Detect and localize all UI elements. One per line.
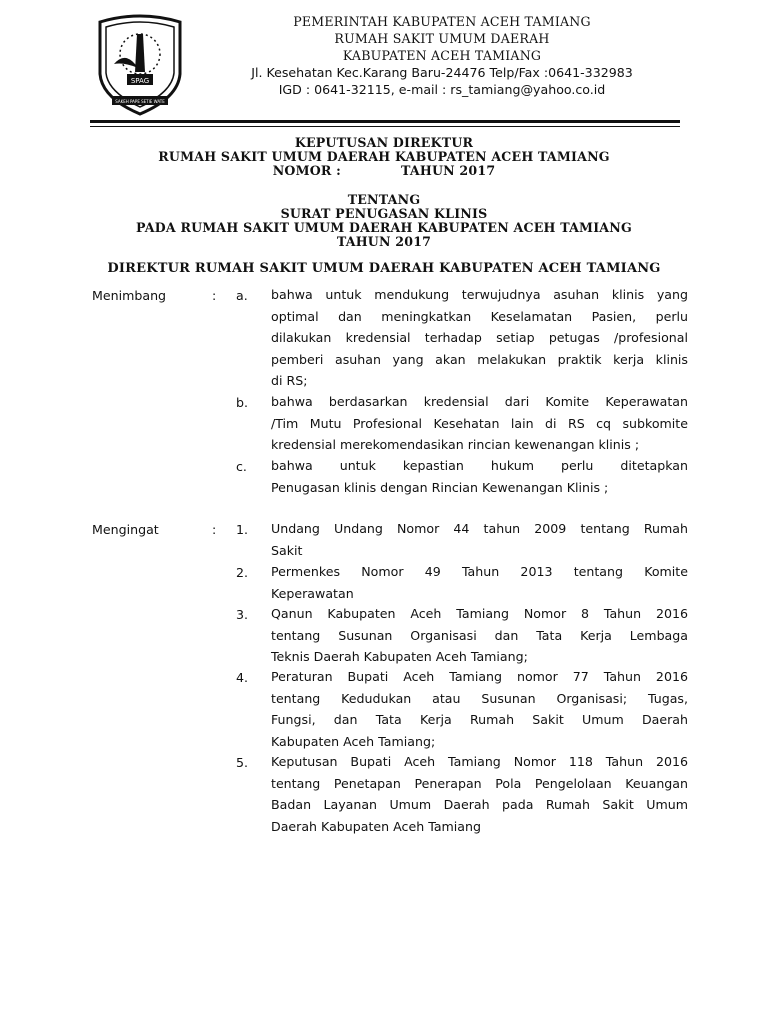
letterhead-contact: IGD : 0641-32115, e-mail : rs_tamiang@yahoo.co.id [278, 82, 606, 97]
list-item-line: tentang Susunan Organisasi dan Tata Kerja Lembaga [271, 627, 688, 643]
mengingat-colon: : [212, 522, 217, 537]
list-item-line: Sakit [271, 542, 303, 558]
mengingat-marker-4: 4. [236, 670, 249, 685]
mengingat-marker-2: 2. [236, 565, 249, 580]
menimbang-item-a [271, 284, 688, 392]
letterhead-divider [90, 120, 680, 123]
menimbang-marker-a: a. [236, 288, 248, 303]
mengingat-item-1 [271, 518, 688, 561]
mengingat-item-3 [271, 603, 688, 668]
letterhead-regency: KABUPATEN ACEH TAMIANG [342, 48, 542, 63]
list-item-line: Keperawatan [271, 585, 354, 601]
list-item-line: bahwa berdasarkan kredensial dari Komite Keperawatan [271, 394, 688, 409]
list-item-line: optimal dan meningkatkan Keselamatan Pasien, perlu [271, 308, 688, 324]
menimbang-colon: : [212, 288, 217, 303]
regency-crest-logo [94, 12, 186, 116]
list-item-line: Fungsi, dan Tata Kerja Rumah Sakit Umum Daerah [271, 712, 688, 727]
list-item-line: Daerah Kabupaten Aceh Tamiang [271, 818, 481, 834]
list-item-line: Undang Undang Nomor 44 tahun 2009 tentang Rumah [271, 521, 688, 536]
crest-wing-icon [114, 58, 138, 68]
list-item-line: di RS; [271, 373, 308, 388]
list-item-line: pemberi asuhan yang akan melakukan praktik kerja klinis [271, 351, 688, 367]
decree-number-line [90, 163, 678, 178]
menimbang-item-b [271, 391, 688, 456]
mengingat-item-2 [271, 561, 688, 604]
decree-number-label: NOMOR : [272, 163, 341, 178]
list-item-line: Keputusan Bupati Aceh Tamiang Nomor 118 Tahun 2016 [271, 754, 688, 769]
menimbang-label: Menimbang [92, 288, 167, 303]
list-item-line: Kabupaten Aceh Tamiang; [271, 733, 436, 749]
decree-issuer: DIREKTUR RUMAH SAKIT UMUM DAERAH KABUPATEN ACEH TAMIANG [107, 261, 661, 276]
mengingat-label: Mengingat [92, 522, 159, 537]
list-item-line: Penugasan klinis dengan Rincian Kewenangan Klinis ; [271, 479, 609, 495]
mengingat-marker-1: 1. [236, 522, 249, 537]
menimbang-marker-b: b. [236, 395, 248, 410]
list-item-line: Qanun Kabupaten Aceh Tamiang Nomor 8 Tahun 2016 [271, 606, 688, 621]
list-item-line: kredensial merekomendasikan rincian kewenangan klinis ; [271, 437, 640, 452]
decree-institution: RUMAH SAKIT UMUM DAERAH KABUPATEN ACEH TAMIANG [158, 149, 610, 164]
list-item-line: dilakukan kredensial terhadap setiap petugas /profesional [271, 330, 688, 345]
letterhead-government: PEMERINTAH KABUPATEN ACEH TAMIANG [293, 14, 591, 29]
menimbang-item-c [271, 455, 688, 498]
list-item-line: tentang Penetapan Penerapan Pola Pengelolaan Keuangan [271, 775, 688, 791]
mengingat-item-4 [271, 666, 688, 752]
list-item-line: /Tim Mutu Profesional Kesehatan lain di RS cq subkomite [271, 415, 688, 431]
decree-title: KEPUTUSAN DIREKTUR [294, 135, 474, 150]
decree-about-label: TENTANG [347, 192, 421, 207]
letterhead-divider-thin [90, 126, 680, 127]
list-item-line: Peraturan Bupati Aceh Tamiang nomor 77 Tahun 2016 [271, 669, 688, 684]
mengingat-item-5 [271, 751, 688, 837]
list-item-line: bahwa untuk kepastian hukum perlu ditetapkan [271, 458, 688, 473]
list-item-line: tentang Kedudukan atau Susunan Organisasi; Tugas, [271, 690, 688, 706]
decree-subject-3: TAHUN 2017 [336, 234, 432, 249]
mengingat-marker-3: 3. [236, 607, 249, 622]
menimbang-marker-c: c. [236, 459, 247, 474]
list-item-line: Badan Layanan Umum Daerah pada Rumah Sakit Umum [271, 797, 688, 812]
decree-subject-2: PADA RUMAH SAKIT UMUM DAERAH KABUPATEN ACEH TAMIANG [136, 220, 632, 235]
mengingat-marker-5: 5. [236, 755, 249, 770]
decree-subject-1: SURAT PENUGASAN KLINIS [280, 206, 488, 221]
list-item-line: Teknis Daerah Kabupaten Aceh Tamiang; [271, 649, 528, 664]
letterhead-hospital: RUMAH SAKIT UMUM DAERAH [334, 31, 550, 46]
decree-year: TAHUN 2017 [401, 163, 496, 178]
crest-label: SPAG [130, 77, 150, 85]
list-item-line: bahwa untuk mendukung terwujudnya asuhan klinis yang [271, 287, 688, 302]
crest-motto: SAKEH PAPE SETIE WATE [115, 99, 165, 104]
list-item-line: Permenkes Nomor 49 Tahun 2013 tentang Komite [271, 564, 688, 579]
letterhead-address: Jl. Kesehatan Kec.Karang Baru-24476 Telp/Fax :0641-332983 [251, 65, 633, 80]
